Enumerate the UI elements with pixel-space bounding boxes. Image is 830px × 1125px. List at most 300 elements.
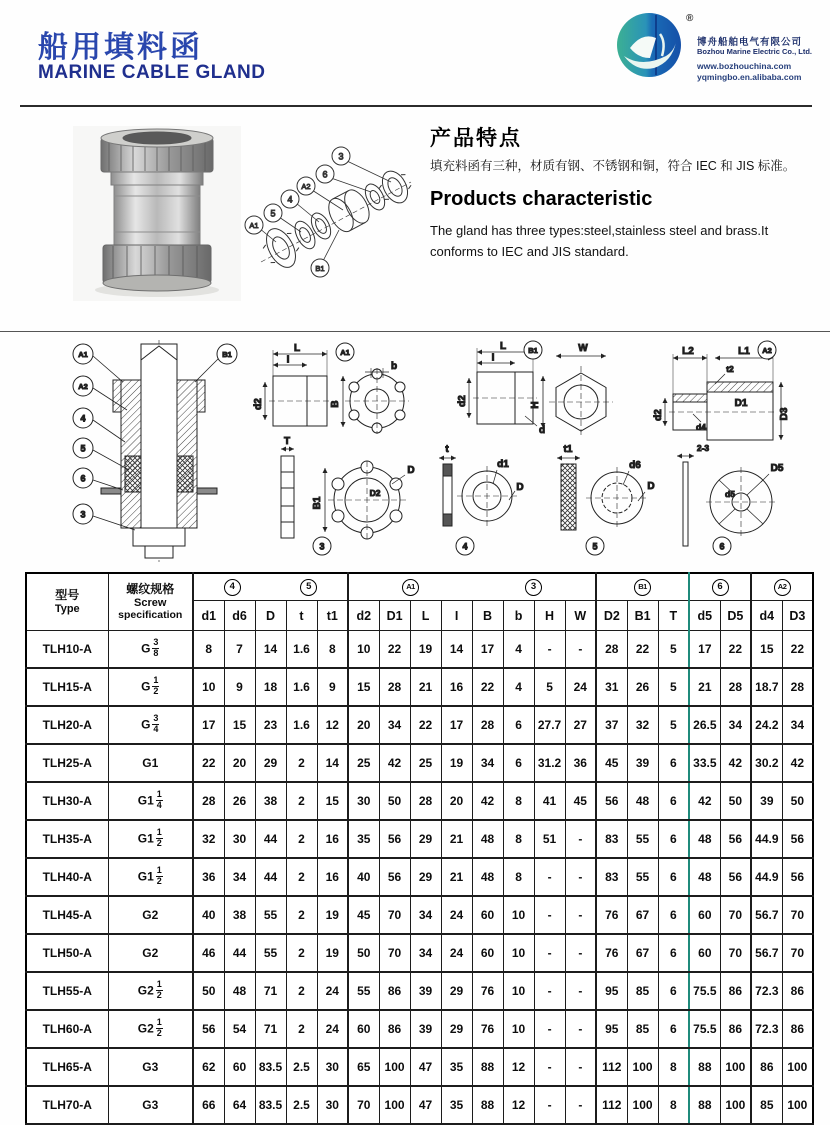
value-cell: 6 <box>503 744 534 782</box>
value-cell: 29 <box>410 820 441 858</box>
value-cell: 56 <box>782 820 813 858</box>
assembly-callout-3: 3 <box>80 509 86 520</box>
value-cell: - <box>565 1086 596 1124</box>
value-cell: 100 <box>627 1048 658 1086</box>
value-cell: 18.7 <box>751 668 782 706</box>
value-cell: 8 <box>658 1048 689 1086</box>
value-cell: 12 <box>503 1048 534 1086</box>
value-cell: 35 <box>441 1086 472 1124</box>
dim-p3-T: T <box>283 436 291 447</box>
table-row-tlh35-a <box>26 820 813 858</box>
value-cell: 71 <box>255 1010 286 1048</box>
value-cell: 10 <box>503 1010 534 1048</box>
value-cell: 17 <box>441 706 472 744</box>
value-cell: 85 <box>751 1086 782 1124</box>
value-cell: - <box>534 858 565 896</box>
value-cell: 26.5 <box>689 706 720 744</box>
value-cell: 19 <box>410 631 441 669</box>
value-cell: 34 <box>379 706 410 744</box>
value-cell: 75.5 <box>689 972 720 1010</box>
value-cell: 75.5 <box>689 1010 720 1048</box>
value-cell: 56 <box>720 858 751 896</box>
type-cell: TLH15-A <box>26 668 108 706</box>
value-cell: 55 <box>348 972 379 1010</box>
value-cell: 88 <box>472 1086 503 1124</box>
value-cell: 48 <box>627 782 658 820</box>
type-cell: TLH30-A <box>26 782 108 820</box>
value-cell: 22 <box>379 631 410 669</box>
value-cell: 100 <box>720 1048 751 1086</box>
value-cell: 5 <box>658 631 689 669</box>
exploded-callouts <box>245 147 350 277</box>
screw-spec-cell: G2 <box>108 896 193 934</box>
dim-a1-I: I <box>286 354 290 366</box>
value-cell: 6 <box>658 782 689 820</box>
assembly-callout-b1: B1 <box>222 350 232 359</box>
value-cell: - <box>565 820 596 858</box>
value-cell: 46 <box>193 934 224 972</box>
value-cell: 34 <box>472 744 503 782</box>
value-cell: 60 <box>472 934 503 972</box>
value-cell: 30 <box>224 820 255 858</box>
product-photo <box>73 126 241 301</box>
col-header-d5: D5 <box>720 601 751 631</box>
dim-b1-H: H <box>530 401 541 409</box>
dim-a2-d4: d4 <box>696 422 706 432</box>
value-cell: 15 <box>348 668 379 706</box>
value-cell: 29 <box>441 1010 472 1048</box>
value-cell: - <box>565 631 596 669</box>
screw-spec-cell: G3 <box>108 1086 193 1124</box>
value-cell: - <box>534 1048 565 1086</box>
value-cell: 29 <box>441 972 472 1010</box>
value-cell: 20 <box>224 744 255 782</box>
col-header-i: I <box>441 601 472 631</box>
value-cell: 67 <box>627 934 658 972</box>
screw-spec-cell: G2 $\frac{1}{2}$ <box>108 972 193 1010</box>
drawing-part-3 <box>281 436 415 555</box>
screw-spec-cell: G1 $\frac{1}{4}$ <box>108 782 193 820</box>
value-cell: 60 <box>472 896 503 934</box>
callout-5: 5 <box>270 208 276 219</box>
value-cell: 2.5 <box>286 1048 317 1086</box>
dim-a2-L1: L1 <box>738 346 750 357</box>
value-cell: 50 <box>348 934 379 972</box>
part-ref-circle-4: 4 <box>224 579 241 596</box>
value-cell: 10 <box>193 668 224 706</box>
value-cell: 39 <box>410 1010 441 1048</box>
value-cell: 30 <box>317 1048 348 1086</box>
type-cell: TLH35-A <box>26 820 108 858</box>
value-cell: 37 <box>596 706 627 744</box>
screw-spec-cell: G2 $\frac{1}{2}$ <box>108 1010 193 1048</box>
value-cell: 6 <box>658 896 689 934</box>
value-cell: 34 <box>720 706 751 744</box>
callout-a1: A1 <box>249 221 259 230</box>
exploded-diagram <box>243 130 425 298</box>
value-cell: 10 <box>503 934 534 972</box>
value-cell: 5 <box>534 668 565 706</box>
type-cell: TLH45-A <box>26 896 108 934</box>
dim-p5-d6: d6 <box>629 460 641 471</box>
screw-spec-cell: G2 <box>108 934 193 972</box>
part-ref-circle-a2: A2 <box>774 579 791 596</box>
value-cell: 64 <box>224 1086 255 1124</box>
dim-a2-D3: D3 <box>779 407 790 421</box>
value-cell: 8 <box>193 631 224 669</box>
value-cell: 44 <box>224 934 255 972</box>
table-row-tlh50-a <box>26 934 813 972</box>
dim-b1-d: d <box>538 425 546 436</box>
assembly-callout-a2: A2 <box>78 382 88 391</box>
value-cell: 26 <box>627 668 658 706</box>
value-cell: 48 <box>472 820 503 858</box>
value-cell: 19 <box>317 896 348 934</box>
type-cell: TLH25-A <box>26 744 108 782</box>
spec-table-head <box>26 573 813 631</box>
value-cell: 2 <box>286 858 317 896</box>
spec-table-body <box>26 631 813 1125</box>
value-cell: 70 <box>782 896 813 934</box>
value-cell: 30.2 <box>751 744 782 782</box>
group-header-a1-3 <box>348 573 596 601</box>
dim-p5-t1: t1 <box>563 444 573 455</box>
part-ref-circle-6: 6 <box>712 579 729 596</box>
col-header-d1: d1 <box>193 601 224 631</box>
dim-p6-D5: D5 <box>770 463 784 474</box>
type-cell: TLH50-A <box>26 934 108 972</box>
value-cell: 86 <box>379 1010 410 1048</box>
value-cell: 16 <box>441 668 472 706</box>
value-cell: 8 <box>503 782 534 820</box>
value-cell: 42 <box>720 744 751 782</box>
value-cell: 24 <box>441 896 472 934</box>
screw-spec-cell: G3 <box>108 1048 193 1086</box>
value-cell: 12 <box>503 1086 534 1124</box>
value-cell: 34 <box>410 934 441 972</box>
value-cell: 56 <box>379 820 410 858</box>
table-row-tlh55-a <box>26 972 813 1010</box>
value-cell: 14 <box>441 631 472 669</box>
value-cell: 28 <box>596 631 627 669</box>
value-cell: 100 <box>379 1086 410 1124</box>
value-cell: 2 <box>286 744 317 782</box>
value-cell: 9 <box>224 668 255 706</box>
value-cell: 60 <box>348 1010 379 1048</box>
value-cell: 86 <box>720 972 751 1010</box>
value-cell: 25 <box>410 744 441 782</box>
part-ref-circle-3: 3 <box>525 579 542 596</box>
value-cell: 33.5 <box>689 744 720 782</box>
section-divider <box>0 331 830 332</box>
logo-globe-sail-icon <box>616 12 682 78</box>
value-cell: 2 <box>286 1010 317 1048</box>
col-header-b: B <box>472 601 503 631</box>
value-cell: 54 <box>224 1010 255 1048</box>
value-cell: 55 <box>627 858 658 896</box>
value-cell: 22 <box>410 706 441 744</box>
part-ref-circle-5: 5 <box>300 579 317 596</box>
value-cell: 2 <box>286 972 317 1010</box>
value-cell: 9 <box>317 668 348 706</box>
type-cell: TLH20-A <box>26 706 108 744</box>
value-cell: 19 <box>441 744 472 782</box>
table-row-tlh25-a <box>26 744 813 782</box>
value-cell: 65 <box>348 1048 379 1086</box>
value-cell: 2.5 <box>286 1086 317 1124</box>
value-cell: 39 <box>751 782 782 820</box>
col-header-l: L <box>410 601 441 631</box>
value-cell: 38 <box>255 782 286 820</box>
features-body-cn: 填充料函有三种，材质有钢、不锈钢和铜，符合 IEC 和 JIS 标准。 <box>430 159 796 173</box>
value-cell: 4 <box>503 631 534 669</box>
value-cell: 6 <box>658 934 689 972</box>
value-cell: 56 <box>782 858 813 896</box>
value-cell: 14 <box>255 631 286 669</box>
value-cell: 48 <box>472 858 503 896</box>
value-cell: 34 <box>782 706 813 744</box>
col-header-b: b <box>503 601 534 631</box>
value-cell: 17 <box>472 631 503 669</box>
table-row-tlh20-a <box>26 706 813 744</box>
value-cell: 28 <box>410 782 441 820</box>
value-cell: 6 <box>658 820 689 858</box>
col-header-t: T <box>658 601 689 631</box>
company-name-en: Bozhou Marine Electric Co., Ltd. <box>697 47 813 56</box>
dim-a2-d2: d2 <box>653 409 664 421</box>
value-cell: 6 <box>658 1010 689 1048</box>
value-cell: 45 <box>565 782 596 820</box>
value-cell: 44 <box>255 820 286 858</box>
screw-spec-cell: G1 <box>108 744 193 782</box>
value-cell: 42 <box>689 782 720 820</box>
value-cell: 5 <box>658 668 689 706</box>
value-cell: 22 <box>720 631 751 669</box>
value-cell: 24 <box>317 1010 348 1048</box>
value-cell: 83.5 <box>255 1048 286 1086</box>
table-row-tlh40-a <box>26 858 813 896</box>
screw-spec-cell: G $\frac{3}{4}$ <box>108 706 193 744</box>
value-cell: 17 <box>193 706 224 744</box>
value-cell: 32 <box>627 706 658 744</box>
spec-table-wrap <box>25 572 814 1125</box>
callout-a2: A2 <box>301 182 311 191</box>
value-cell: 47 <box>410 1048 441 1086</box>
value-cell: 20 <box>441 782 472 820</box>
value-cell: 40 <box>193 896 224 934</box>
value-cell: 4 <box>503 668 534 706</box>
dim-a1-d2: d2 <box>253 398 264 410</box>
callout-6: 6 <box>322 169 328 180</box>
value-cell: 1.6 <box>286 706 317 744</box>
value-cell: 24 <box>441 934 472 972</box>
group-header-a2 <box>751 573 813 601</box>
company-name-cn: 博舟船舶电气有限公司 <box>697 37 803 48</box>
value-cell: 55 <box>627 820 658 858</box>
value-cell: 39 <box>410 972 441 1010</box>
value-cell: 44 <box>255 858 286 896</box>
col-header-h: H <box>534 601 565 631</box>
drawing-part-6 <box>677 443 784 555</box>
col-header-d1: D1 <box>379 601 410 631</box>
value-cell: 10 <box>503 896 534 934</box>
dim-a2-L2: L2 <box>682 346 694 357</box>
col-header-d3: D3 <box>782 601 813 631</box>
value-cell: 48 <box>224 972 255 1010</box>
value-cell: 42 <box>782 744 813 782</box>
value-cell: - <box>534 896 565 934</box>
features-body-en: The gland has three types:steel,stainless steel and brass.It conforms to IEC and JIS standard. <box>430 223 769 259</box>
value-cell: 70 <box>348 1086 379 1124</box>
value-cell: 36 <box>193 858 224 896</box>
value-cell: - <box>534 972 565 1010</box>
drawing-part-b1 <box>457 341 613 438</box>
drawing-label-6: 6 <box>719 541 725 552</box>
value-cell: 71 <box>255 972 286 1010</box>
value-cell: 35 <box>348 820 379 858</box>
value-cell: 70 <box>720 896 751 934</box>
value-cell: 6 <box>503 706 534 744</box>
value-cell: 95 <box>596 972 627 1010</box>
value-cell: - <box>565 972 596 1010</box>
drawing-part-a1 <box>253 343 409 434</box>
value-cell: 41 <box>534 782 565 820</box>
value-cell: 86 <box>720 1010 751 1048</box>
value-cell: 1.6 <box>286 631 317 669</box>
value-cell: 27.7 <box>534 706 565 744</box>
value-cell: 56 <box>596 782 627 820</box>
value-cell: 2 <box>286 782 317 820</box>
table-row-tlh70-a <box>26 1086 813 1124</box>
value-cell: 21 <box>441 820 472 858</box>
value-cell: - <box>534 631 565 669</box>
value-cell: 22 <box>193 744 224 782</box>
value-cell: - <box>534 1086 565 1124</box>
value-cell: 22 <box>782 631 813 669</box>
value-cell: 7 <box>224 631 255 669</box>
type-cell: TLH65-A <box>26 1048 108 1086</box>
value-cell: 66 <box>193 1086 224 1124</box>
dim-p4-d1: d1 <box>497 459 509 470</box>
value-cell: 47 <box>410 1086 441 1124</box>
value-cell: 5 <box>658 706 689 744</box>
company-website: www.bozhouchina.com <box>697 61 792 71</box>
table-row-tlh65-a <box>26 1048 813 1086</box>
group-header-6 <box>689 573 751 601</box>
screw-spec-cell: G1 $\frac{1}{2}$ <box>108 820 193 858</box>
screw-spec-cell: G1 $\frac{1}{2}$ <box>108 858 193 896</box>
dim-a2-D1: D1 <box>734 398 748 409</box>
value-cell: 29 <box>255 744 286 782</box>
value-cell: 21 <box>441 858 472 896</box>
value-cell: 16 <box>317 858 348 896</box>
value-cell: 83.5 <box>255 1086 286 1124</box>
value-cell: 56.7 <box>751 896 782 934</box>
assembly-callout-6: 6 <box>80 473 86 484</box>
value-cell: 55 <box>255 934 286 972</box>
group-header-4-5 <box>193 573 348 601</box>
value-cell: 27 <box>565 706 596 744</box>
value-cell: 70 <box>720 934 751 972</box>
value-cell: 86 <box>751 1048 782 1086</box>
value-cell: 76 <box>472 972 503 1010</box>
group-header-b1 <box>596 573 689 601</box>
value-cell: 70 <box>379 896 410 934</box>
value-cell: 70 <box>782 934 813 972</box>
table-row-tlh45-a <box>26 896 813 934</box>
col-header-t1: t1 <box>317 601 348 631</box>
value-cell: 19 <box>317 934 348 972</box>
value-cell: 100 <box>379 1048 410 1086</box>
dim-b1-W: W <box>578 343 588 354</box>
dim-a1-B: B <box>330 400 341 408</box>
callout-b1: B1 <box>315 264 325 273</box>
value-cell: 88 <box>472 1048 503 1086</box>
value-cell: 16 <box>317 820 348 858</box>
value-cell: 34 <box>224 858 255 896</box>
value-cell: 8 <box>658 1086 689 1124</box>
value-cell: 76 <box>596 934 627 972</box>
type-cell: TLH55-A <box>26 972 108 1010</box>
company-alibaba-link: yqmingbo.en.alibaba.com <box>697 72 802 82</box>
value-cell: 56 <box>720 820 751 858</box>
value-cell: 100 <box>782 1086 813 1124</box>
value-cell: 86 <box>782 1010 813 1048</box>
value-cell: 25 <box>348 744 379 782</box>
features-heading-en: Products characteristic <box>430 188 653 210</box>
value-cell: 18 <box>255 668 286 706</box>
value-cell: 100 <box>720 1086 751 1124</box>
value-cell: 2 <box>286 820 317 858</box>
assembly-callout-4: 4 <box>80 413 86 424</box>
page-title-cn: 船用填料函 <box>38 31 203 64</box>
value-cell: 50 <box>720 782 751 820</box>
value-cell: 88 <box>689 1048 720 1086</box>
drawing-label-5: 5 <box>592 541 598 552</box>
value-cell: 14 <box>317 744 348 782</box>
value-cell: 10 <box>348 631 379 669</box>
value-cell: 24.2 <box>751 706 782 744</box>
dim-a1-b: b <box>390 361 398 372</box>
value-cell: 86 <box>782 972 813 1010</box>
drawing-part-a2 <box>653 341 790 440</box>
col-header-b1: B1 <box>627 601 658 631</box>
type-cell: TLH70-A <box>26 1086 108 1124</box>
value-cell: 2 <box>286 934 317 972</box>
col-header-type: 型号 Type <box>26 573 108 631</box>
dim-p6-d5: d5 <box>725 489 735 499</box>
value-cell: 28 <box>379 668 410 706</box>
value-cell: 48 <box>689 858 720 896</box>
value-cell: 50 <box>193 972 224 1010</box>
value-cell: 51 <box>534 820 565 858</box>
value-cell: 1.6 <box>286 668 317 706</box>
dim-p6-thickness: 2-3 <box>696 443 710 453</box>
col-header-d2: d2 <box>348 601 379 631</box>
drawing-label-a1: A1 <box>340 348 350 357</box>
col-header-d2: D2 <box>596 601 627 631</box>
value-cell: 15 <box>751 631 782 669</box>
value-cell: 6 <box>658 972 689 1010</box>
registered-trademark: ® <box>686 13 694 24</box>
value-cell: 100 <box>782 1048 813 1086</box>
drawing-label-b1: B1 <box>528 346 538 355</box>
value-cell: 2 <box>286 896 317 934</box>
value-cell: 28 <box>472 706 503 744</box>
value-cell: 26 <box>224 782 255 820</box>
features-heading-cn: 产品特点 <box>430 127 522 150</box>
value-cell: 28 <box>782 668 813 706</box>
